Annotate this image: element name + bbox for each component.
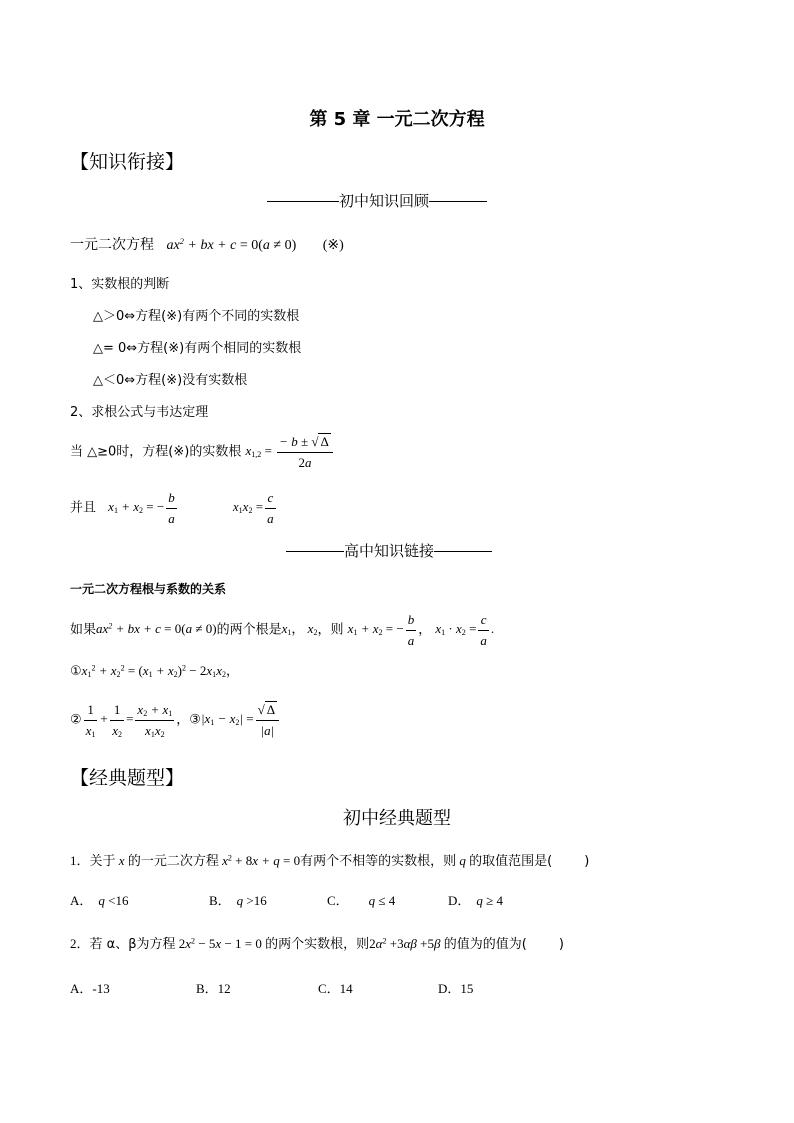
option-c: C．14 bbox=[318, 981, 353, 996]
root-formula: $x_{1,2}$ = $\frac{- b \pm √ \Delta}{2a}$ bbox=[245, 443, 334, 458]
senior-subtitle: 一元二次方程根与系数的关系 bbox=[70, 582, 227, 596]
divider-line-left bbox=[286, 551, 344, 552]
divider-line-left bbox=[267, 201, 339, 202]
equation: $x^2 + 8x + q = 0$ bbox=[218, 853, 301, 868]
question-text: 的取值范围是( bbox=[469, 854, 553, 869]
quadratic-formula: $ax^2$ + bx + c = 0(a ≠ 0) bbox=[166, 236, 297, 253]
junior-review-label: 初中知识回顾 bbox=[339, 192, 430, 210]
question-2 bbox=[70, 933, 564, 952]
identity-sum-of-squares: $①x_1^2 + x_2^2 = (x_1 + x_2)^2 - 2x_1x_2$， bbox=[70, 663, 240, 679]
divider-line-right bbox=[434, 551, 492, 552]
identity-reciprocal-and-difference: ② $\frac{1}{x_1}$ + $\frac{1}{x_2}$ = $\frac{x_2 + x_1}{x_1x_2}$ ，$③|x_1 - x_2|$ = $\frac{√ \Delta}{|a|}$ bbox=[70, 700, 281, 741]
then-text: ，则 bbox=[317, 622, 344, 638]
item2-title: 2、求根公式与韦达定理 bbox=[70, 405, 209, 420]
option-a: A．-13 bbox=[70, 981, 110, 996]
question-text: 的两个实数根，则 bbox=[265, 937, 370, 952]
vieta-sum: $x_1 + x_2$ = − $\frac{b}{a}$ bbox=[347, 612, 415, 648]
root-formula-line bbox=[70, 432, 335, 473]
option-d: D．15 bbox=[438, 981, 474, 996]
classic-subtitle: 初中经典题型 bbox=[343, 808, 451, 829]
vieta-product: $x_1 \cdot x_2$ = $\frac{c}{a}$ . bbox=[435, 612, 495, 648]
circle-number-3: ，③ bbox=[176, 712, 201, 728]
quadratic-equation-line bbox=[70, 234, 344, 254]
circle-number-2: ② bbox=[70, 712, 82, 728]
question-text: 的值为的值为( bbox=[443, 937, 527, 952]
option-b: B． bbox=[209, 893, 231, 908]
question-text: 若 α、β为方程 bbox=[89, 937, 176, 952]
option-d: D． bbox=[448, 893, 471, 908]
vieta-sum: $x_1 + x_2$ = − $\frac{b}{a}$ bbox=[108, 490, 175, 526]
option-b: B．12 bbox=[196, 981, 231, 996]
option-c: C． bbox=[327, 893, 349, 908]
senior-link-label: 高中知识链接 bbox=[344, 542, 435, 560]
question-number: 2． bbox=[70, 936, 90, 951]
item1-title: 1、实数根的判断 bbox=[70, 277, 170, 292]
question-close: ) bbox=[584, 854, 590, 869]
equation-mark: (※) bbox=[322, 238, 344, 253]
question-text: 有两个不相等的实数根，则 bbox=[300, 854, 457, 869]
question-text: 关于 bbox=[89, 854, 116, 869]
quadratic-formula: $ax^2$ + bx + c = 0(a ≠ 0) bbox=[96, 621, 217, 637]
option-a: A． bbox=[70, 893, 93, 908]
section-heading-knowledge-link: 【知识衔接】 bbox=[70, 151, 185, 173]
vieta-prefix: 并且 bbox=[70, 500, 97, 516]
divider-line-right bbox=[429, 201, 487, 202]
question-text: 的一元二次方程 bbox=[127, 854, 219, 869]
condition-negative: △＜0⇔方程(※)没有实数根 bbox=[93, 373, 248, 388]
equation-prefix: 一元二次方程 bbox=[70, 237, 154, 253]
expression: $2\alpha^2 +3\alpha\beta +5\beta$ bbox=[369, 936, 444, 951]
condition-positive: △＞0⇔方程(※)有两个不同的实数根 bbox=[93, 309, 300, 324]
question-number: 1． bbox=[70, 853, 90, 868]
root-formula-prefix: 当 △≥0时，方程(※)的实数根 bbox=[70, 444, 242, 460]
if-prefix: 如果 bbox=[70, 622, 97, 638]
roots-relation-line: 如果$ax^2$ + bx + c = 0(a ≠ 0)的两个根是$x_1$， $x_2$，则 $x_1 + x_2$ = − $\frac{b}{a}$ ， $x_1 \cdot x_2$ = $\frac{c}{a}$ . bbox=[70, 612, 495, 648]
page-title: 第 5 章 一元二次方程 bbox=[309, 109, 485, 130]
section-heading-classic-problems: 【经典题型】 bbox=[70, 767, 185, 789]
vieta-line bbox=[70, 488, 278, 529]
question-close: ) bbox=[558, 937, 564, 952]
roots-text: 的两个根是 bbox=[216, 622, 282, 638]
junior-review-divider bbox=[267, 190, 487, 211]
senior-link-divider bbox=[286, 540, 492, 561]
vieta-product: $x_1x_2$ = $\frac{c}{a}$ bbox=[232, 490, 274, 526]
root-names: $x_1$， $x_2$ bbox=[281, 621, 318, 638]
circle-number-1: ① bbox=[70, 664, 82, 679]
equation: $2x^2 - 5x - 1 = 0$ bbox=[178, 936, 262, 951]
condition-zero: △= 0⇔方程(※)有两个相同的实数根 bbox=[93, 341, 302, 356]
question-1: 1．关于 x 的一元二次方程 $x^2 + 8x + q = 0$有两个不相等的实数根，则 q 的取值范围是( ) bbox=[70, 853, 590, 869]
